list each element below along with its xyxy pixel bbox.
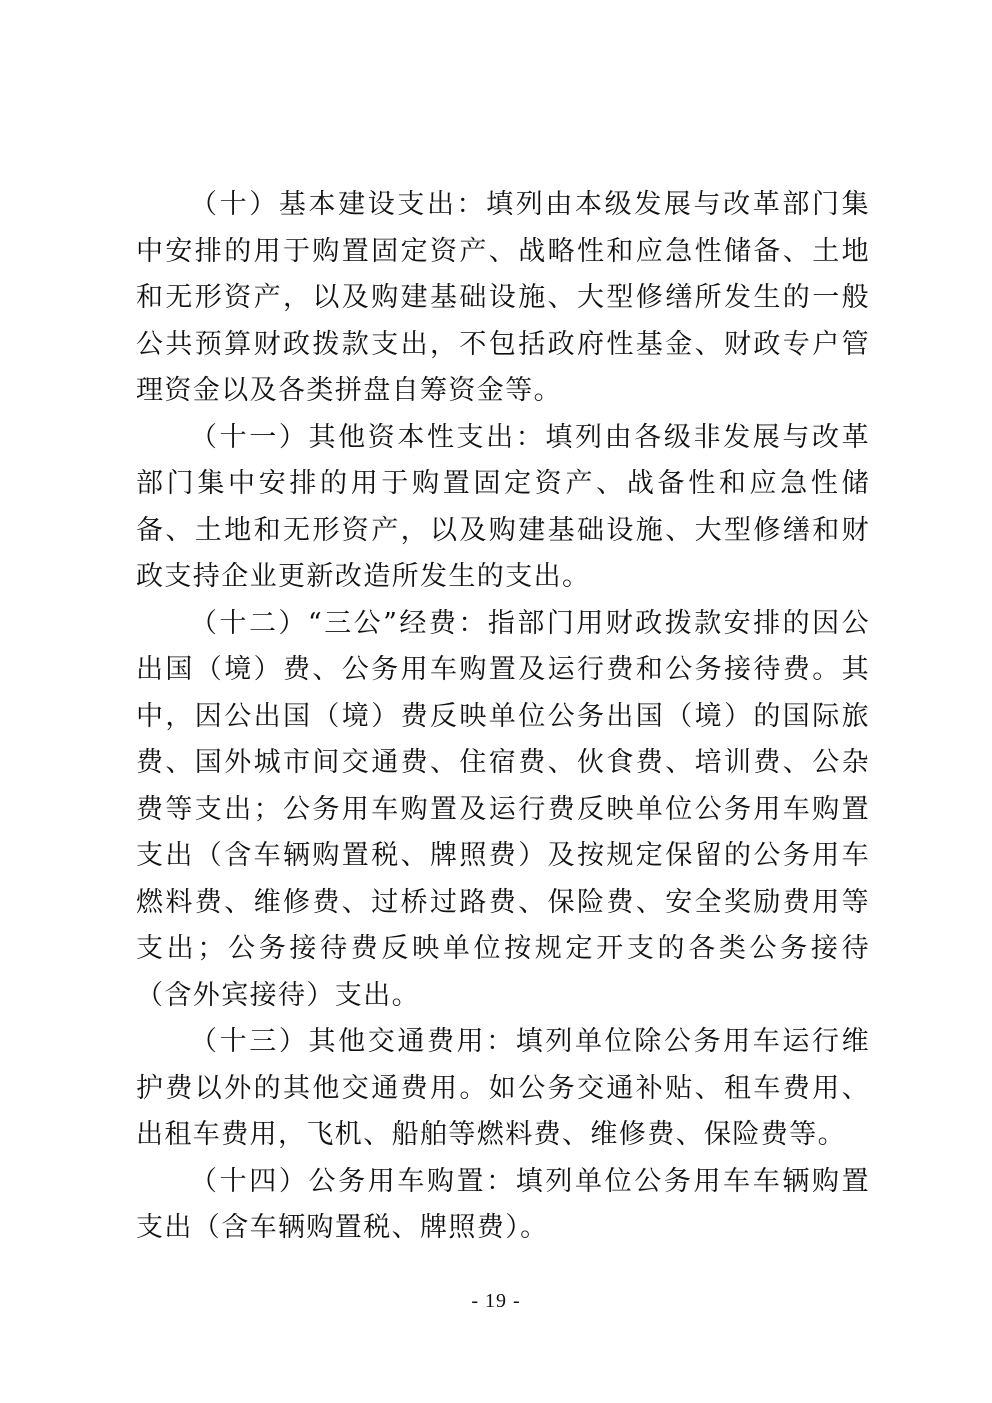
paragraph-three-public-expenses: （十二）“三公”经费：指部门用财政拨款安排的因公出国（境）费、公务用车购置及运行费和公务接待费。其中，因公出国（境）费反映单位公务出国（境）的国际旅费、国外城市间交通费、住宿费、伙食费、培训费、公杂费等支出；公务用车购置及运行费反映单位公务用车购置支出（含车辆购置税、牌照费）及按规定保留的公务用车燃料费、维修费、过桥过路费、保险费、安全奖励费用等支出；公务接待费反映单位按规定开支的各类公务接待（含外宾接待）支出。 — [136, 607, 870, 1011]
page-number: - 19 - — [471, 1290, 521, 1312]
paragraph-other-capital-expenditure: （十一）其他资本性支出：填列由各级非发展与改革部门集中安排的用于购置固定资产、战备性和应急性储备、土地和无形资产，以及购建基础设施、大型修缮和财政支持企业更新改造所发生的支出。 — [136, 421, 870, 592]
paragraph-official-vehicle-purchase: （十四）公务用车购置：填列单位公务用车车辆购置支出（含车辆购置税、牌照费）。 — [136, 1165, 870, 1243]
paragraph-other-transport-costs: （十三）其他交通费用：填列单位除公务用车运行维护费以外的其他交通费用。如公务交通补贴、租车费用、出租车费用，飞机、船舶等燃料费、维修费、保险费等。 — [136, 1026, 870, 1150]
paragraph-capital-construction: （十）基本建设支出：填列由本级发展与改革部门集中安排的用于购置固定资产、战略性和应急性储备、土地和无形资产，以及购建基础设施、大型修缮所发生的一般公共预算财政拨款支出，不包括政府性基金、财政专户管理资金以及各类拼盘自筹资金等。 — [136, 189, 870, 406]
document-body — [136, 182, 870, 1252]
